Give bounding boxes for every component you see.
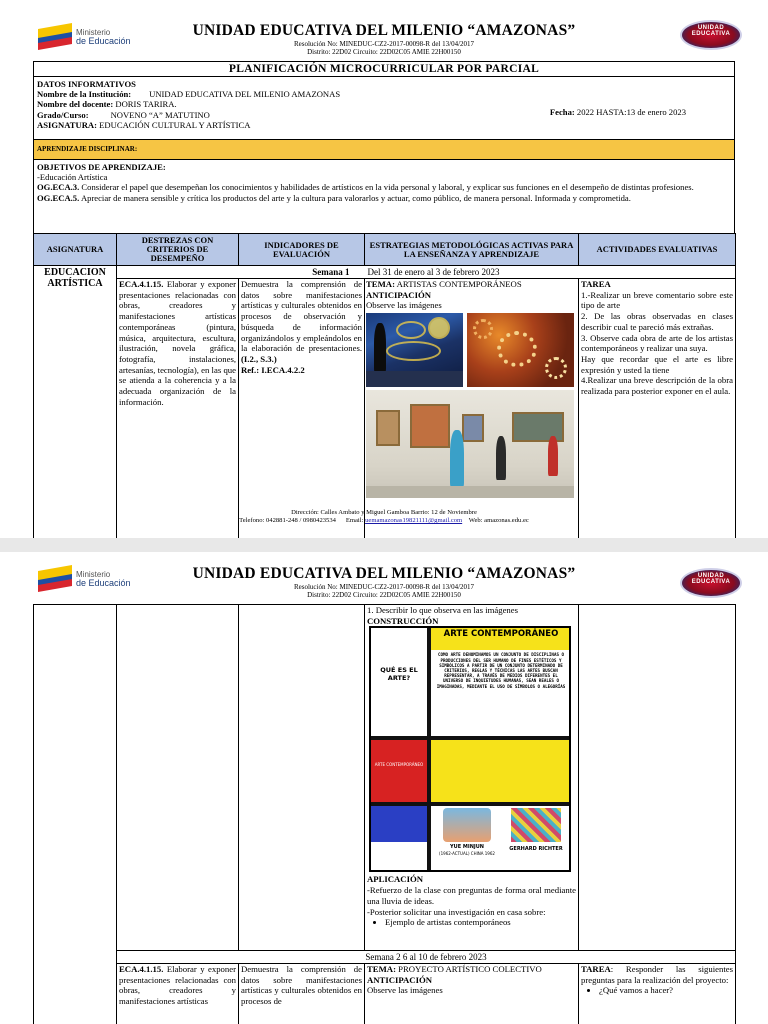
col-destrezas: DESTREZAS CON CRITERIOS DE DESEMPEÑO [117, 234, 239, 266]
aplicacion-bullet: • Ejemplo de artistas contemporáneos [385, 917, 576, 928]
destreza-cell [117, 279, 239, 539]
estrategias-cell-week2 [365, 964, 579, 1024]
week1-dates: Del 31 de enero al 3 de febrero 2023 [365, 266, 736, 279]
objetivos-section [34, 160, 735, 234]
footer-phone: Telefono: 042881-248 / 0980423534 [239, 517, 336, 524]
anticipacion-heading: ANTICIPACIÓN [366, 289, 431, 300]
district-text: Distrito: 22D02 Circuito: 22D02C05 AMIE 22H00150 [307, 48, 461, 56]
aplicacion-text-1: -Refuerzo de la clase con preguntas de forma oral mediante una lluvia de ideas. [367, 885, 576, 906]
school-title-2: UNIDAD EDUCATIVA DEL MILENIO “AMAZONAS” [192, 565, 576, 582]
objetivos-title: OBJETIVOS DE APRENDIZAJE: [37, 162, 166, 172]
destreza2-code: ECA.4.1.15. [119, 964, 164, 974]
datos-title: DATOS INFORMATIVOS [37, 79, 136, 89]
week2-label: Semana 2 6 al 10 de febrero 2023 [365, 952, 487, 962]
resolution-text-2: Resolución No: MINEDUC-CZ2-2017-00098-R del 13/04/2017 [293, 583, 475, 591]
indicador-text: Demuestra la comprensión de datos sobre manifestaciones artísticas y culturales obtenidos en procesos de observación y búsqueda de información organizándolos y empleándolos en la elaboración de presentaciones. [241, 279, 362, 354]
poster-body: COMO ARTE DENOMINAMOS UN CONJUNTO DE DISCIPLINAS O PRODUCCIONES DEL SER HUMANO DE FINES ESTÉTICOS Y SIMBÓLICOS A PARTIR DE UN CONJUNTO DETERMINADO DE CRITERIOS, REGLAS Y TÉCNICAS LAS ARTES BUSCAN REPRESENTAR, A TRAVÉS DE MEDIOS DIFERENTES EL UNIVERSO DE INQUIETUDES HUMANAS, SEAN REALES O IMAGINADAS, MEDIANTE EL USO DE SÍMBOLOS O ALEGORÍAS [436, 652, 566, 689]
indicador2-text: Demuestra la comprensión de datos sobre manifestaciones artísticas y culturales obtenidos en procesos de [241, 964, 362, 1007]
tema-label: TEMA: [366, 279, 395, 289]
ministry-line2-2: de Educación [76, 578, 131, 588]
week1-label: Semana 1 [312, 267, 350, 277]
aboriginal-dots-image [467, 313, 574, 387]
docente-label: Nombre del docente: [37, 99, 114, 110]
indicador-ref2: Ref.: I.ECA.4.2.2 [241, 364, 305, 375]
institucion-label: Nombre de la Institución: [37, 89, 132, 100]
subject-cell-continued [34, 605, 117, 1024]
og3-text: Considerar el papel que desempeñan los conocimientos y habilidades de artísticos en la vida personal y laboral, y explicar sus funciones en el desempeño de distintas profesiones. [79, 182, 694, 193]
indicador-cell [239, 279, 365, 539]
page-header [0, 22, 768, 56]
ministry-line1-2: Ministerio [76, 570, 111, 579]
fecha-label: Fecha: [549, 107, 575, 117]
destreza-cell-week2 [117, 964, 239, 1024]
tarea2-bullet: • ¿Qué vamos a hacer? [599, 985, 733, 996]
document-page-2 [0, 552, 768, 1024]
indicador-ref1: (I.2., S.3.) [241, 353, 277, 364]
week2-header [117, 951, 736, 964]
fecha-value: 2022 HASTA:13 de enero 2023 [576, 107, 686, 117]
tarea-item-3: 3. Observe cada obra de arte de los artistas contemporáneos y realizar una suya. [581, 332, 733, 354]
subject-cell: EDUCACION ARTÍSTICA [34, 266, 117, 539]
destreza-code: ECA.4.1.15. [119, 279, 164, 289]
tarea2-title: TAREA [581, 964, 611, 974]
school-logo-text-2: UNIDAD EDUCATIVA [691, 573, 731, 585]
page-footer [0, 509, 768, 525]
institucion-value: UNIDAD EDUCATIVA DEL MILENIO AMAZONAS [149, 89, 341, 100]
observe-text: Observe las imágenes [366, 300, 442, 311]
poster-question: QUÉ ES EL ARTE? [380, 666, 418, 683]
tarea2-text: : Responder las siguientes preguntas para la realización del proyecto: [581, 964, 733, 985]
district-text-2: Distrito: 22D02 Circuito: 22D02C05 AMIE 22H00150 [307, 591, 461, 599]
page-header-2 [0, 565, 768, 599]
tema-value: ARTISTAS CONTEMPORÁNEOS [394, 279, 522, 289]
yue-minjun-image [443, 808, 491, 842]
school-logo-text: UNIDAD EDUCATIVA [691, 25, 731, 37]
aplicacion-heading: APLICACIÓN [367, 874, 423, 885]
school-title: UNIDAD EDUCATIVA DEL MILENIO “AMAZONAS” [192, 22, 576, 39]
poster-title: ARTE CONTEMPORÁNEO [443, 629, 559, 640]
arte-contemporaneo-poster [369, 626, 571, 872]
tarea-item-4: Hay que recordar que el arte es libre expresión y usted la tiene [581, 353, 733, 375]
destreza-cell-continued [117, 605, 239, 951]
asignatura-value: EDUCACIÓN CULTURAL Y ARTÍSTICA [99, 119, 251, 130]
planning-grid-continued [33, 604, 735, 1024]
tarea-cell-continued [579, 605, 736, 951]
gerhard-richter-image [511, 808, 561, 842]
footer-email-link[interactable]: uemamazonas19821111@gmail.com [365, 517, 463, 524]
datos-informativos [34, 77, 735, 140]
grado-value: NOVENO “A” MATUTINO [110, 109, 210, 120]
col-actividades: ACTIVIDADES EVALUATIVAS [579, 234, 736, 266]
destreza-text: Elaborar y exponer presentaciones relacionadas con obras, creadores y manifestaciones artísticas contemporáneas (pintura, música, arquitectura, escultura, ilustración, novela gráfica, fotografía, instalaciones, artesanías, tecnología), en las que se atienda a la coherencia y a la adecuada organización de la información. [119, 279, 236, 407]
tarea-item-5: 4.Realizar una breve descripción de la obra realizada para posterior exponer en el aula. [581, 375, 733, 397]
aplicacion-text-2: -Posterior solicitar una investigación en casa sobre: [367, 906, 546, 917]
og5-text: Apreciar de manera sensible y crítica los productos del arte y la cultura para valorarlos y actuar, como público, de manera personal. Informada y comprometida. [79, 192, 631, 203]
ministry-line2: de Educación [76, 36, 131, 46]
indicador-cell-continued [239, 605, 365, 951]
col-indicadores: INDICADORES DE EVALUACIÓN [239, 234, 365, 266]
observe2-text: Observe las imágenes [367, 985, 443, 996]
asignatura-label: ASIGNATURA: [37, 119, 98, 130]
planning-grid [33, 233, 736, 538]
anticipacion2-heading: ANTICIPACIÓN [367, 974, 432, 985]
tarea-cell [579, 279, 736, 539]
poster-artist-1-sub: (1962-ACTUAL) CHINA 1962 [439, 851, 495, 857]
objetivos-sub: -Educación Artística [37, 172, 108, 183]
tarea-cell-week2 [579, 964, 736, 1024]
poster-artist-1: YUE MINJUN [450, 844, 484, 851]
col-estrategias: ESTRATEGIAS METODOLÓGICAS ACTIVAS PARA LA ENSEÑANZA Y APRENDIZAJE [365, 234, 579, 266]
tarea-title: TAREA [581, 279, 611, 289]
footer-email-label: Email: [345, 517, 364, 524]
tema2-label: TEMA: [367, 964, 396, 974]
planning-form [33, 61, 735, 538]
starry-night-image [366, 313, 463, 387]
tema2-value: PROYECTO ARTÍSTICO COLECTIVO [395, 964, 542, 974]
construccion-heading: CONSTRUCCIÓN [367, 615, 439, 626]
resolution-text: Resolución No: MINEDUC-CZ2-2017-00098-R del 13/04/2017 [293, 40, 475, 48]
tarea-item-2: 2. De las obras observadas en clases describir cual te pareció más extrañas. [581, 311, 733, 332]
estrategias-cell-continued [365, 605, 579, 951]
footer-address: Dirección: Calles Ambato y Miguel Gamboa Barrio: 12 de Noviembre [291, 509, 477, 516]
describir-text: 1. Describir lo que observa en las imágenes [367, 605, 519, 615]
col-asignatura: ASIGNATURA [34, 234, 117, 266]
estrategias-cell [365, 279, 579, 539]
planning-title: PLANIFICACIÓN MICROCURRICULAR POR PARCIAL [34, 62, 735, 77]
tarea-item-1: 1.-Realizar un breve comentario sobre este tipo de arte [581, 289, 733, 311]
artworks-collage [366, 311, 574, 538]
og5-code: OG.ECA.5. [37, 192, 80, 203]
destreza2-text: Elaborar y exponer presentaciones relacionadas con obras, creadores y manifestaciones artísticas [119, 964, 236, 1007]
aprendizaje-disciplinar: APRENDIZAJE DISCIPLINAR: [34, 140, 735, 160]
poster-artist-2: GERHARD RICHTER [509, 846, 563, 853]
og3-code: OG.ECA.3. [37, 182, 80, 193]
poster-arte-label: ARTE CONTEMPORÁNEO [374, 762, 424, 768]
docente-value: DORIS TARIRA. [115, 99, 177, 110]
gallery-image [366, 390, 574, 498]
ministry-line1: Ministerio [76, 28, 111, 37]
week1-label-cell [117, 266, 365, 279]
footer-web: Web: amazonas.edu.ec [468, 517, 529, 524]
indicador-cell-week2 [239, 964, 365, 1024]
grado-label: Grado/Curso: [37, 109, 89, 120]
